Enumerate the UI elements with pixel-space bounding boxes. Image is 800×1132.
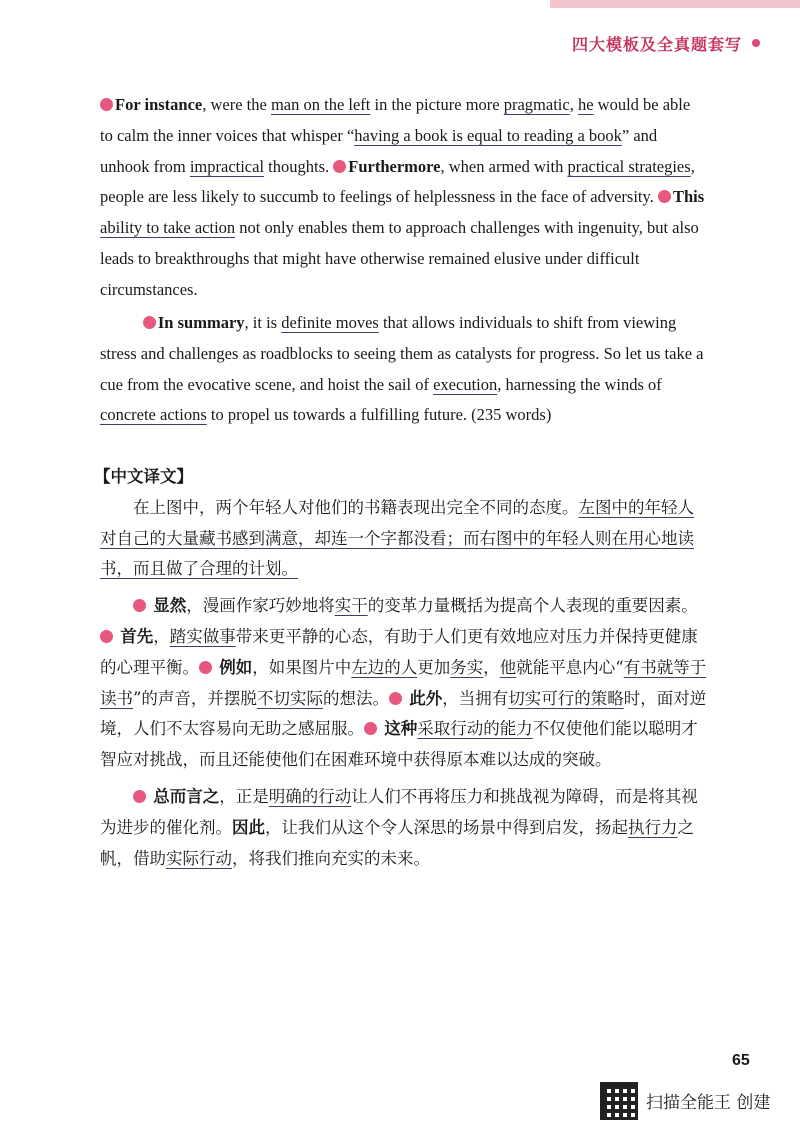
text: ，如果图片中 bbox=[252, 657, 352, 677]
text: 就能平息内心“ bbox=[516, 657, 624, 677]
text: 之帆，借助 bbox=[100, 817, 694, 868]
chinese-translation bbox=[94, 462, 708, 874]
text: ” and unhook from bbox=[100, 125, 658, 176]
phrase-underlined: 踏实做事 bbox=[169, 626, 236, 646]
phrase-underlined: having a book is equal to reading a book bbox=[354, 125, 622, 145]
text: 让人们不再将压力和挑战视为障碍，而是将其视为进步的催化剂。 bbox=[100, 786, 698, 837]
text: 时，面对逆境，人们不太容易向无助之感屈服。 bbox=[100, 688, 707, 739]
text: , people are less likely to succumb to feelings of helplessness in the face of adversity. bbox=[100, 156, 695, 207]
phrase-underlined: 实际行动 bbox=[166, 848, 232, 868]
text: , were the bbox=[202, 95, 271, 114]
connector-in-summary: In summary bbox=[157, 313, 245, 332]
connector-for-instance: For instance bbox=[115, 95, 203, 114]
marker-5-icon bbox=[364, 722, 377, 735]
connector: 总而言之 bbox=[153, 786, 220, 806]
text: thoughts. bbox=[264, 156, 334, 176]
english-paragraph-1 bbox=[100, 90, 706, 306]
text: ，将我们推向充实的未来。 bbox=[232, 848, 430, 868]
connector: 因此 bbox=[232, 817, 265, 837]
text: ，正是 bbox=[219, 786, 269, 806]
qr-code-icon bbox=[600, 1082, 638, 1120]
header-accent-bar bbox=[550, 0, 800, 8]
phrase-underlined: definite moves bbox=[281, 313, 379, 332]
text: ， bbox=[483, 657, 500, 677]
text: 在上图中，两个年轻人对他们的书籍表现出完全不同的态度。 bbox=[133, 497, 579, 517]
connector: 此外 bbox=[409, 688, 443, 708]
text: that allows individuals to shift from viewing stress and challenges as roadblocks to seeing them as catalysts for progress. So let us take a cue from the evocative scene, and hoist the sail of bbox=[100, 313, 704, 394]
header-title: 四大模板及全真题套写 bbox=[571, 34, 742, 54]
connector-furthermore: Furthermore bbox=[348, 156, 441, 176]
phrase-underlined: concrete actions bbox=[100, 405, 207, 425]
phrase-underlined: he bbox=[577, 95, 594, 114]
text: , harnessing the winds of bbox=[497, 374, 662, 394]
text: ，漫画作家巧妙地将 bbox=[186, 596, 335, 616]
text: , bbox=[569, 95, 578, 114]
marker-1-icon bbox=[133, 599, 146, 612]
text: 的想法。 bbox=[322, 688, 389, 708]
marker-3-icon bbox=[199, 661, 212, 674]
text: in the picture more bbox=[370, 95, 504, 114]
marker-6-icon bbox=[133, 790, 146, 803]
scanner-watermark: 扫描全能王 创建 bbox=[646, 1093, 771, 1113]
marker-2-icon bbox=[100, 630, 113, 643]
phrase-underlined: 不切实际 bbox=[256, 688, 323, 708]
connector-this: This bbox=[672, 187, 705, 207]
text: 的变革力量概括为提高个人表现的重要因素。 bbox=[367, 596, 698, 616]
chinese-paragraph-3 bbox=[100, 782, 708, 874]
text: not only enables them to approach challenges with ingenuity, but also leads to breakthroughs that might have otherwise remained elusive under difficult circumstances. bbox=[100, 218, 699, 299]
phrase-underlined: execution bbox=[433, 374, 498, 394]
text: ，让我们从这个令人深思的场景中得到启发，扬起 bbox=[265, 817, 628, 837]
english-paragraph-2 bbox=[100, 308, 706, 431]
phrase-underlined: ability to take action bbox=[100, 218, 236, 238]
phrase-underlined: impractical bbox=[189, 156, 265, 176]
connector: 首先 bbox=[120, 626, 154, 646]
text: 带来更平静的心态，有助于人们更有效地应对压力并保持更健康的心理平衡。 bbox=[100, 626, 698, 677]
translation-title: 【中文译文】 bbox=[94, 467, 193, 486]
marker-6-icon bbox=[143, 316, 156, 329]
phrase-underlined: 采取行动的能力 bbox=[417, 719, 533, 739]
text: ，当拥有 bbox=[442, 688, 509, 708]
text: 不仅使他们能以聪明才智应对挑战，而且还能使他们在困难环境中获得原本难以达成的突破。 bbox=[100, 719, 698, 770]
chinese-paragraph-1 bbox=[100, 493, 708, 585]
text: ， bbox=[153, 626, 170, 646]
text: ”的声音，并摆脱 bbox=[133, 688, 257, 708]
page-number: 65 bbox=[732, 1052, 750, 1069]
phrase-underlined: 明确的行动 bbox=[268, 786, 352, 806]
header-dot-icon bbox=[752, 39, 760, 47]
phrase-underlined: 务实 bbox=[450, 657, 484, 677]
phrase-underlined: 切实可行的策略 bbox=[508, 688, 624, 708]
connector: 例如 bbox=[219, 657, 253, 677]
marker-5-icon bbox=[658, 190, 671, 203]
phrase-underlined: 有书就等于读书 bbox=[100, 657, 707, 708]
phrase-underlined: 左边的人 bbox=[351, 657, 418, 677]
text: to propel us towards a fulfilling future. (235 words) bbox=[206, 405, 552, 425]
text: , when armed with bbox=[440, 156, 568, 176]
phrase-underlined: pragmatic bbox=[503, 95, 570, 114]
text: would be able to calm the inner voices that whisper “ bbox=[100, 95, 691, 145]
chinese-paragraph-2 bbox=[100, 591, 708, 776]
connector: 显然 bbox=[153, 596, 187, 616]
phrase-underlined: 左图中的年轻人对自己的大量藏书感到满意，却连一个字都没看；而右图中的年轻人则在用心地读书，而且做了合理的计划。 bbox=[100, 497, 694, 579]
phrase-underlined: 他 bbox=[499, 657, 517, 677]
marker-4-icon bbox=[389, 692, 402, 705]
phrase-underlined: man on the left bbox=[270, 95, 371, 114]
connector: 这种 bbox=[384, 719, 418, 739]
text: 更加 bbox=[417, 657, 451, 677]
phrase-underlined: 实干 bbox=[334, 596, 368, 616]
marker-4-icon bbox=[333, 160, 346, 173]
phrase-underlined: practical strategies bbox=[567, 156, 691, 176]
running-header bbox=[572, 30, 800, 56]
text: , it is bbox=[244, 313, 282, 332]
phrase-underlined: 执行力 bbox=[628, 817, 678, 837]
marker-3-icon bbox=[100, 98, 113, 111]
